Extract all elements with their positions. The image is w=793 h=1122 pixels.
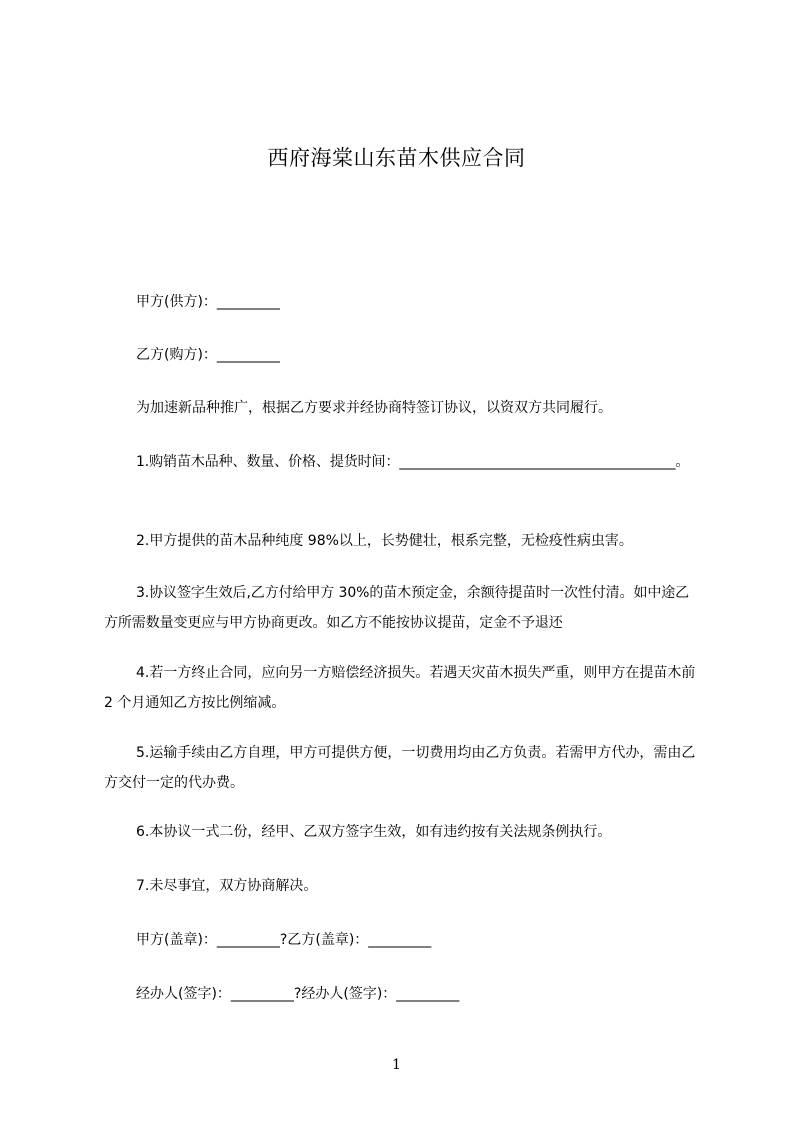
party-b-line: 乙方(购方)：_________ bbox=[136, 347, 280, 363]
party-a-line: 甲方(供方)：_________ bbox=[136, 294, 280, 310]
signer-line: 经办人(签字)：_________?经办人(签字)：_________ bbox=[136, 986, 460, 1002]
clause-7: 7.未尽事宜，双方协商解决。 bbox=[136, 878, 318, 894]
clause-3: 3.协议签字生效后,乙方付给甲方 30%的苗木预定金，余额待提苗时一次性付清。如中途乙方所需数量变更应与甲方协商更改。如乙方不能按协议提苗，定金不予退还 bbox=[104, 585, 690, 631]
seal-line: 甲方(盖章)：_________?乙方(盖章)：_________ bbox=[136, 932, 432, 948]
clause-5: 5.运输手续由乙方自理，甲方可提供方便，一切费用均由乙方负责。若需甲方代办，需由乙方交付一定的代办费。 bbox=[104, 745, 696, 791]
clause-4: 4.若一方终止合同，应向另一方赔偿经济损失。若遇天灾苗木损失严重，则甲方在提苗木前 2 个月通知乙方按比例缩减。 bbox=[104, 665, 696, 711]
clause-1: 1.购销苗木品种、数量、价格、提货时间：________________________________________。 bbox=[136, 454, 690, 470]
page-number: 1 bbox=[392, 1057, 401, 1073]
clause-2: 2.甲方提供的苗木品种纯度 98%以上，长势健壮，根系完整，无检疫性病虫害。 bbox=[136, 533, 633, 549]
clause-6: 6.本协议一式二份，经甲、乙双方签字生效，如有违约按有关法规条例执行。 bbox=[136, 824, 612, 840]
intro-paragraph: 为加速新品种推广，根据乙方要求并经协商特签订协议，以资双方共同履行。 bbox=[136, 400, 612, 416]
document-title: 西府海棠山东苗木供应合同 bbox=[267, 146, 526, 170]
